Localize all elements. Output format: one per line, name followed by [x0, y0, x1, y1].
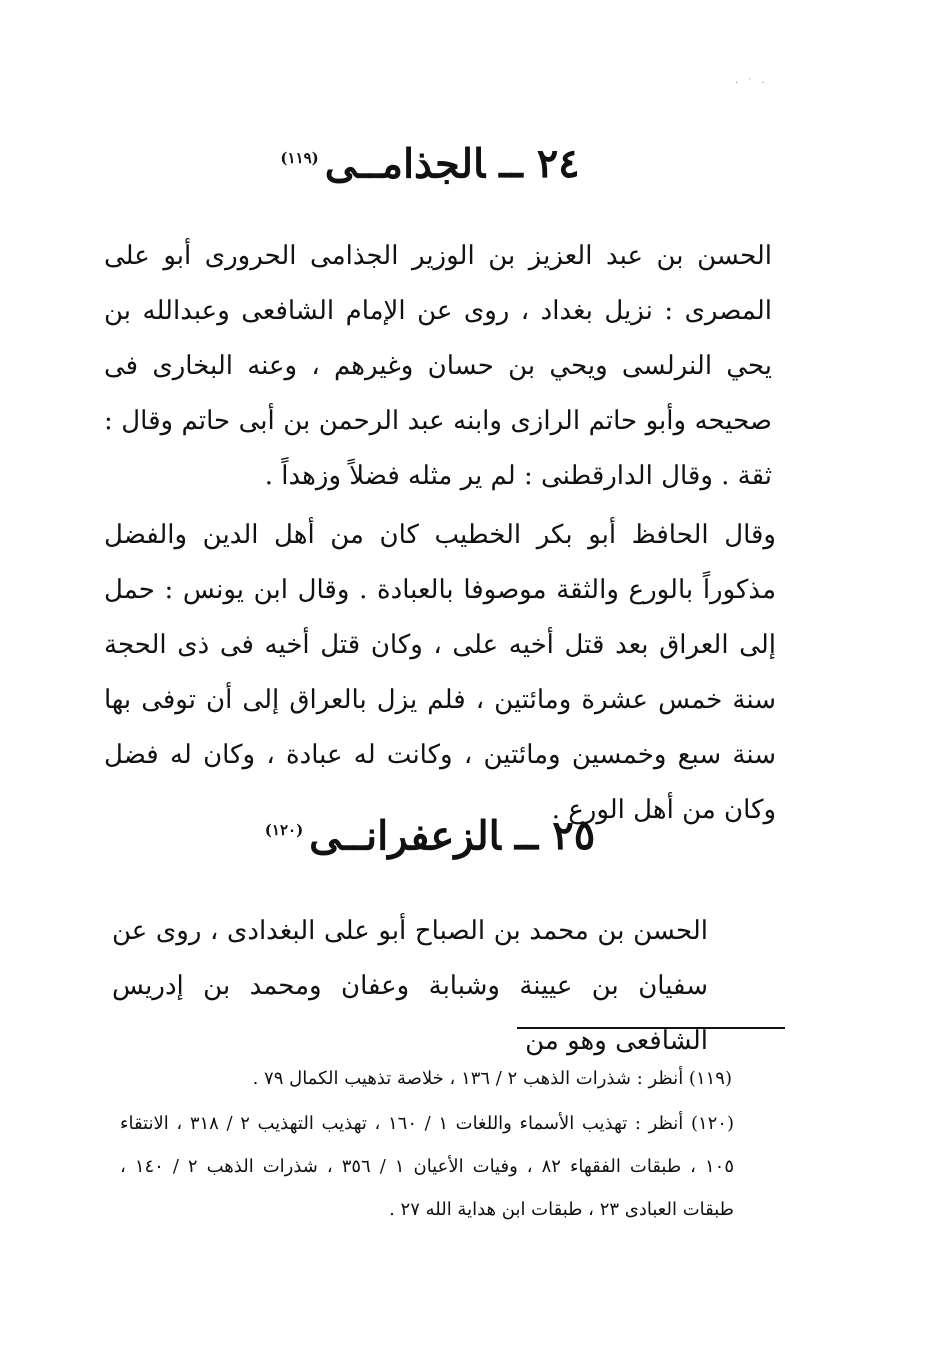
footnote-119: (١١٩) أنظر : شذرات الذهب ٢ / ١٣٦ ، خلاصة تذهيب الكمال ٧٩ .: [252, 1068, 732, 1089]
entry-25-footnote-ref: (١٢٠): [264, 821, 304, 839]
entry-24-number: ٢٤: [536, 140, 580, 188]
footnote-separator: [517, 1027, 785, 1029]
entry-24-heading: [200, 128, 660, 194]
footnote-120: (١٢٠) أنظر : تهذيب الأسماء واللغات ١ / ١٦٠ ، تهذيب التهذيب ٢ / ٣١٨ ، الانتقاء ١٠٥ ، طبقات الفقهاء ٨٢ ، وفيات الأعيان ١ / ٣٥٦ ، شذرات الذهب ٢ / ١٤٠ ، طبقات العبادى ٢٣ ، طبقات ابن هداية الله ٢٧ .: [120, 1113, 735, 1220]
entry-25-heading: [200, 800, 660, 866]
entry-24-paragraph-1: الحسن بن عبد العزيز بن الوزير الجذامى الحرورى أبو على المصرى : نزيل بغداد ، روى عن الإمام الشافعى وعبدالله بن يحي النرلسى ويحي بن حسان وغيرهم ، وعنه البخارى فى صحيحه وأبو حاتم الرازى وابنه عبد الرحمن بن أبى حاتم وقال : ثقة . وقال الدارقطنى : لم ير مثله فضلاً وزهداً .: [104, 241, 772, 491]
entry-25-paragraph-1: الحسن بن محمد بن الصباح أبو على البغدادى ، روى عن سفيان بن عيينة وشبابة وعفان ومحمد بن إدريس الشافعى وهو من: [112, 916, 708, 1056]
scan-speck-marks: · ˙ ·: [735, 78, 768, 89]
entry-25-title: الزعفرانــى: [309, 812, 501, 860]
entry-25-dash: ــ: [514, 812, 539, 860]
entry-24-footnote-ref: (١١٩): [280, 149, 319, 167]
entry-24-title: الجذامــى: [324, 140, 486, 188]
entry-24-paragraph-2: وقال الحافظ أبو بكر الخطيب كان من أهل الدين والفضل مذكوراً بالورع والثقة موصوفا بالعبادة . وقال ابن يونس : حمل إلى العراق بعد قتل أخيه على ، وكان قتل أخيه فى ذى الحجة سنة خمس عشرة ومائتين ، فلم يزل بالعراق إلى أن توفى بها سنة سبع وخمسين ومائتين ، وكانت له عبادة ، وكان له فضل وكان من أهل الورع .: [104, 520, 776, 825]
entry-24-dash: ــ: [499, 140, 523, 188]
entry-25-number: ٢٥: [552, 812, 596, 860]
